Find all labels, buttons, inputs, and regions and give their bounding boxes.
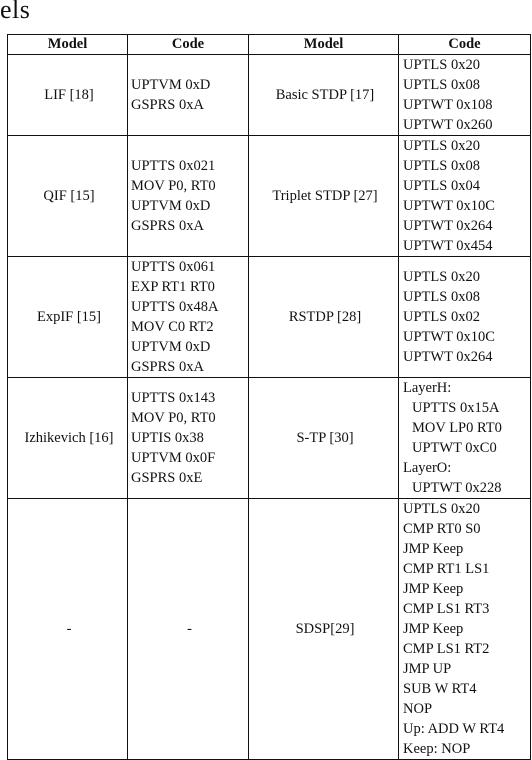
code-line: JMP Keep [403,581,464,597]
code-line: UPTLS 0x04 [403,178,480,194]
header-model-left: Model [8,35,128,55]
code-line: UPTWT 0x10C [403,198,495,214]
code-line: UPTWT 0x264 [403,349,493,365]
section-heading-fragment: els [0,0,31,24]
code-line: UPTIS 0x38 [131,430,204,446]
code-line: GSPRS 0xA [131,218,204,234]
learning-code-cell [399,257,531,378]
code-line: UPTLS 0x02 [403,309,480,325]
code-line: UPTWT 0x454 [403,238,493,254]
code-line: UPTTS 0x021 [131,158,216,174]
table-row [8,257,531,378]
neuron-code-cell [128,55,249,136]
code-line: CMP RT1 LS1 [403,561,490,577]
code-line: UPTLS 0x20 [403,501,480,517]
code-line: SUB W RT4 [403,681,477,697]
code-line: UPTWT 0xC0 [412,440,497,456]
code-line: MOV C0 RT2 [131,319,214,335]
code-line: GSPRS 0xE [131,470,203,486]
code-line: UPTTS 0x48A [131,299,219,315]
code-line: GSPRS 0xA [131,97,204,113]
code-line: UPTWT 0x10C [403,329,495,345]
neuron-model-cell: - [8,499,128,760]
learning-model-cell: SDSP[29] [249,499,399,760]
neuron-code-cell [128,378,249,499]
learning-code-cell [399,378,531,499]
code-line: JMP UP [403,661,452,677]
code-line: NOP [403,701,433,717]
code-line: MOV P0, RT0 [131,178,216,194]
learning-code-cell [399,136,531,257]
table-row [8,136,531,257]
learning-code-cell [399,55,531,136]
code-line: UPTVM 0xD [131,77,211,93]
table-row [8,55,531,136]
code-line: UPTWT 0x260 [403,117,493,133]
neuron-model-cell: LIF [18] [8,55,128,136]
neuron-model-cell: Izhikevich [16] [8,378,128,499]
neuron-code-cell [128,136,249,257]
code-line: UPTVM 0xD [131,339,211,355]
code-line: LayerH: [403,380,452,396]
code-line: UPTLS 0x20 [403,57,480,73]
code-line: UPTWT 0x228 [412,480,502,496]
neuron-code-cell: - [128,499,249,760]
code-line: LayerO: [403,460,452,476]
header-code-right: Code [399,35,531,55]
code-line: UPTLS 0x20 [403,138,480,154]
code-line: UPTTS 0x15A [412,400,500,416]
code-line: UPTWT 0x108 [403,97,493,113]
learning-model-cell: RSTDP [28] [249,257,399,378]
code-line: CMP RT0 S0 [403,521,481,537]
code-line: UPTTS 0x061 [131,259,216,275]
table-row [8,378,531,499]
code-line: UPTLS 0x08 [403,289,480,305]
neuron-model-cell: QIF [15] [8,136,128,257]
code-line: MOV LP0 RT0 [412,420,502,436]
code-line: Keep: NOP [403,741,471,757]
code-line: JMP Keep [403,621,464,637]
learning-model-cell: S-TP [30] [249,378,399,499]
code-line: GSPRS 0xA [131,359,204,375]
header-model-right: Model [249,35,399,55]
code-line: UPTLS 0x08 [403,77,480,93]
code-line: CMP LS1 RT2 [403,641,490,657]
neuron-model-code-table [7,34,531,760]
code-line: EXP RT1 RT0 [131,279,215,295]
header-code-left: Code [128,35,249,55]
neuron-model-cell: ExpIF [15] [8,257,128,378]
code-line: UPTTS 0x143 [131,390,216,406]
code-line: Up: ADD W RT4 [403,721,505,737]
code-line: UPTLS 0x20 [403,269,480,285]
learning-model-cell: Triplet STDP [27] [249,136,399,257]
code-line: JMP Keep [403,541,464,557]
code-line: CMP LS1 RT3 [403,601,490,617]
table-row [8,499,531,760]
code-line: UPTLS 0x08 [403,158,480,174]
learning-code-cell [399,499,531,760]
code-line: UPTVM 0xD [131,198,211,214]
learning-model-cell: Basic STDP [17] [249,55,399,136]
code-line: UPTVM 0x0F [131,450,216,466]
neuron-code-cell [128,257,249,378]
table-header-row [8,35,531,55]
code-line: MOV P0, RT0 [131,410,216,426]
code-line: UPTWT 0x264 [403,218,493,234]
